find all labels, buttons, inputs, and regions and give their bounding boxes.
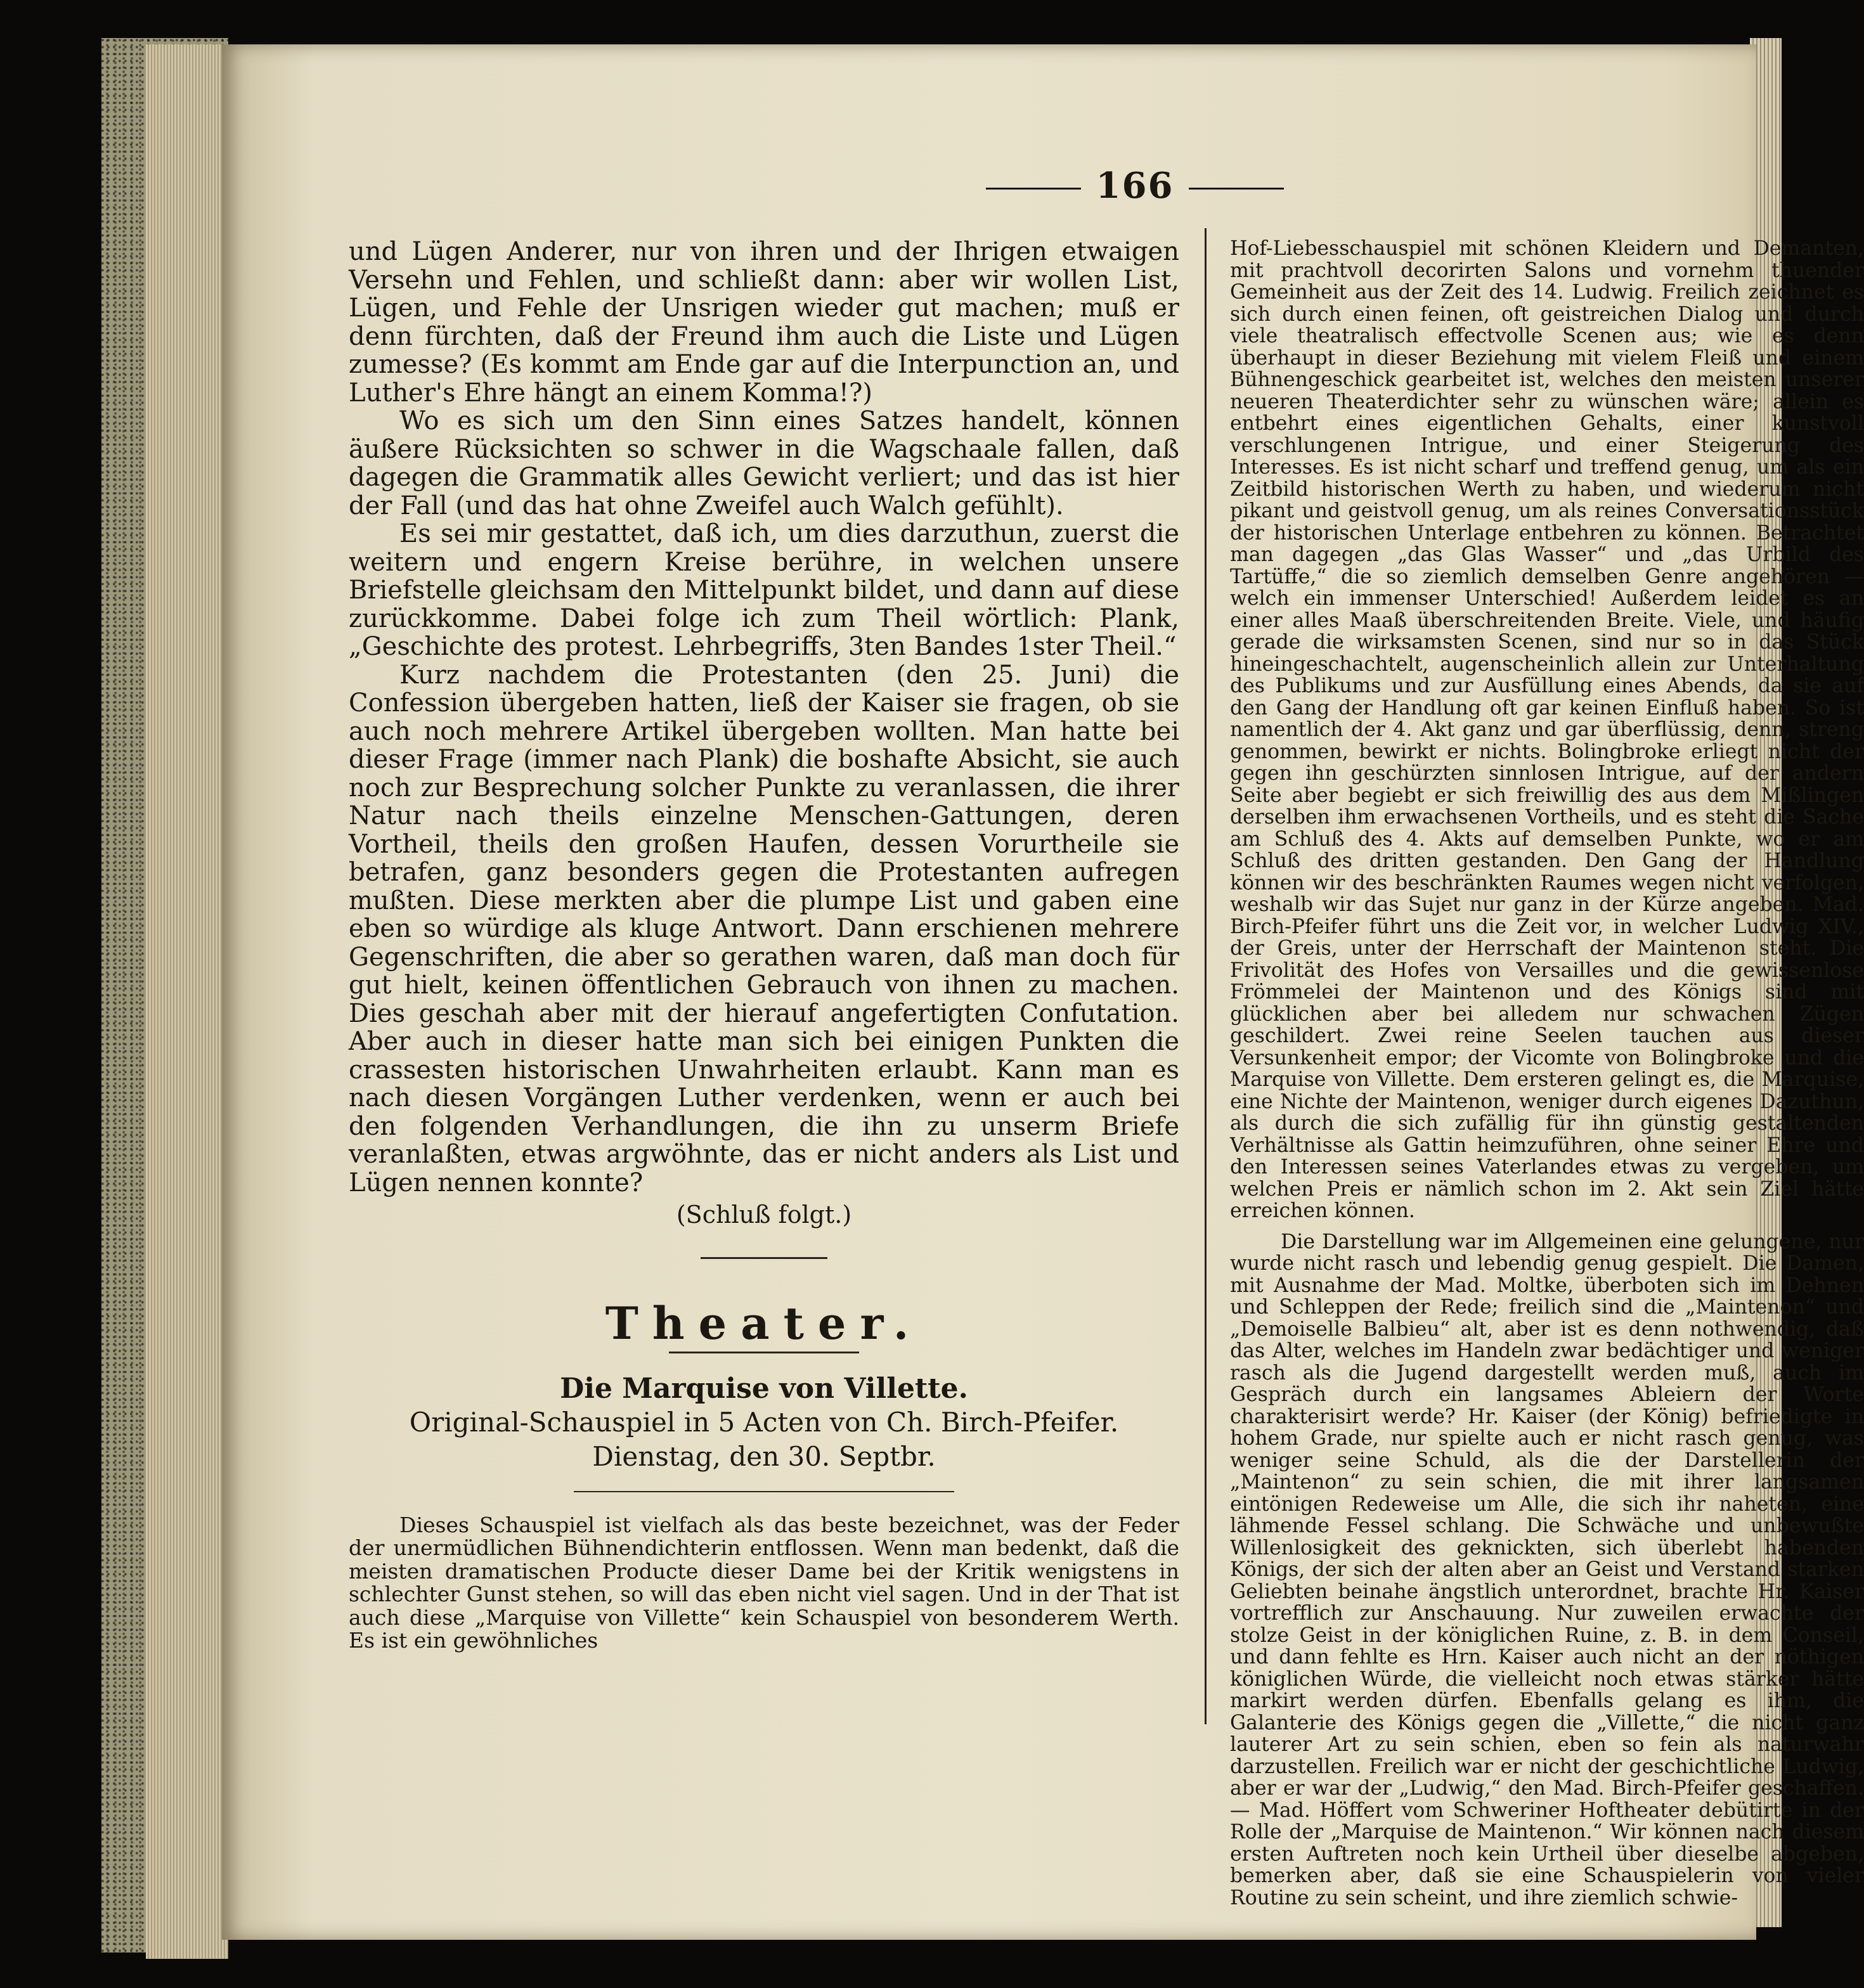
play-title: Die Marquise von Villette. [560,1372,968,1405]
left-paragraph-4: Kurz nachdem die Protestanten (den 25. Juni) die Confession übergeben hatten, ließ der Kaiser sie fragen, ob sie auch noch mehrere Artikel übergeben wollten. Man hatte bei dieser Frage (immer nach Plank) die boshafte Absicht, sie auch noch zur Besprechung solcher Punkte zu veranlassen, die ihrer Natur nach theils einzelne Menschen-Gattungen, deren Vortheil, theils den großen Haufen, dessen Vorurtheile sie betrafen, ganz besonders gegen die Protestanten aufregen mußten. Diese merkten aber die plumpe List und gaben eine eben so würdige als kluge Antwort. Dann erschienen mehrere Gegenschriften, die aber so gerathen waren, daß man doch für gut hielt, keinen öffentlichen Gebrauch von ihnen zu machen. Dies geschah aber mit der hierauf angefertigten Confutation. Aber auch in dieser hatte man sich bei einigen Punkten die crassesten historischen Unwahrheiten erlaubt. Kann man es nach diesen Vorgängen Luther verdenken, wenn er auch bei den folgenden Verhandlungen, die ihn zu unserm Briefe veranlaßten, etwas argwöhnte, das er nicht anders als List und Lügen nennen konnte? [349,660,1179,1197]
left-paragraph-3: Es sei mir gestattet, daß ich, um dies darzuthun, zuerst die weitern und engern Kreise berühre, in welchen unsere Briefstelle gleichsam den Mittelpunkt bildet, und dann auf diese zurückkomme. Dabei folge ich zum Theil wörtlich: Plank, „Geschichte des protest. Lehrbegriffs, 3ten Bandes 1ster Theil.“ [349,519,1179,661]
left-paragraph-2: Wo es sich um den Sinn eines Satzes handelt, können äußere Rücksichten so schwer in die Wagschaale fallen, daß dagegen die Grammatik alles Gewicht verliert; und das ist hier der Fall (und das hat ohne Zweifel auch Walch gefühlt). [349,406,1179,520]
date-rule [574,1491,954,1492]
review-paragraph: Dieses Schauspiel ist vielfach als das beste bezeichnet, was der Feder der unermüdlichen Bühnendichterin entflossen. Wenn man bedenkt, daß die meisten dramatischen Producte dieser Dame bei der Kritik wenigstens in schlechter Gunst stehen, so will das eben nicht viel sagen. Und in der That ist auch diese „Marquise von Villette“ kein Schauspiel von besonderem Werth. Es ist ein gewöhnliches [349,1512,1179,1653]
left-paragraph-1: und Lügen Anderer, nur von ihren und der Ihrigen etwaigen Versehn und Fehlen, und schließt dann: aber wir wollen List, Lügen, und Fehle der Unsrigen wieder gut machen; muß er denn fürchten, daß der Freund ihm auch die Liste und Lügen zumesse? (Es kommt am Ende gar auf die Interpunction an, und Luther's Ehre hängt an einem Komma!?) [349,237,1179,408]
left-column [349,238,1179,1653]
book-page [222,44,1864,1940]
right-column [1230,238,1864,1909]
section-separator [701,1257,827,1259]
title-rule [669,1352,859,1353]
right-paragraph-1: Hof-Liebesschauspiel mit schönen Kleidern und Demanten, mit prachtvoll decorirten Salons und vornehm thuender Gemeinheit aus der Zeit des 14. Ludwig. Freilich zeichnet es sich durch einen feinen, oft geistreichen Dialog und durch viele theatralisch effectvolle Scenen aus; wie es denn überhaupt in dieser Beziehung mit vielem Fleiß und einem Bühnengeschick gearbeitet ist, welches den meisten unserer neueren Theaterdichter sehr zu wünschen wäre; allein es entbehrt eines eigentlichen Gehalts, einer kunstvoll verschlungenen Intrigue, und einer Steigerung des Interesses. Es ist nicht scharf und treffend genug, um als ein Zeitbild historischen Werth zu haben, und wiederum nicht pikant und geistvoll genug, um als reines Conversationsstück der historischen Unterlage entbehren zu können. Betrachtet man dagegen „das Glas Wasser“ und „das Urbild des Tartüffe,“ die so ziemlich demselben Genre angehören — welch ein immenser Unterschied! Außerdem leidet es an einer alles Maaß überschreitenden Breite. Viele, und häufig gerade die wirksamsten Scenen, sind nur so in das Stück hineingeschachtelt, augenscheinlich allein zur Unterhaltung des Publikums und zur Ausfüllung eines Abends, da sie auf den Gang der Handlung oft gar keinen Einfluß haben. So ist namentlich der 4. Akt ganz und gar überflüssig, denn, streng genommen, bewirkt er nichts. Bolingbroke erliegt nicht der gegen ihn geschürzten sinnlosen Intrigue, auf der andern Seite aber begiebt er sich freiwillig des aus dem Mißlingen derselben ihm erwachsenen Vortheils, und es steht die Sache am Schluß des 4. Akts auf demselben Punkte, wo er am Schluß des dritten gestanden. Den Gang der Handlung können wir des beschränkten Raumes wegen nicht verfolgen, weshalb wir das Sujet nur ganz in der Kürze angeben. Mad. Birch-Pfeifer führt uns die Zeit vor, in welcher Ludwig XIV., der Greis, unter der Herrschaft der Maintenon steht. Die Frivolität des Hofes von Versailles und die gewissenlose Frömmelei der Maintenon und des Königs sind mit glücklichen aber bei alledem nur schwachen Zügen geschildert. Zwei reine Seelen tauchen aus dieser Versunkenheit empor; der Vicomte von Bolingbroke und die Marquise von Villette. Dem ersteren gelingt es, die Marquise, eine Nichte der Maintenon, weniger durch eigenes Dazuthun, als durch die sich zufällig für ihn günstig gestaltenden Verhältnisse als Gattin heimzuführen, ohne seiner Ehre und den Interessen seines Vaterlandes etwas zu vergeben, um welchen Preis er nämlich schon im 2. Akt sein Ziel hätte erreichen können. [1230,237,1864,1222]
review-start [349,1514,1179,1653]
continued-note: (Schluß folgt.) [676,1201,852,1229]
column-divider [1205,228,1207,1724]
right-paragraph-2: Die Darstellung war im Allgemeinen eine gelungene, nur wurde nicht rasch und lebendig genug gespielt. Die Damen, mit Ausnahme der Mad. Moltke, überboten sich im Dehnen und Schleppen der Rede; freilich sind die „Maintenon“ und „Demoiselle Balbieu“ alt, aber ist es denn nothwendig, daß das Alter, welches im Handeln zwar bedächtiger und weniger rasch als die Jugend dargestellt werden muß, auch im Gespräch durch ein langsames Ableiern der Worte charakterisirt werde? Hr. Kaiser (der König) befriedigte in hohem Grade, nur spielte auch er nicht rasch genug, was weniger seine Schuld, als die der Darstellerin der „Maintenon“ zu sein schien, die mit ihrer langsamen eintönigen Redeweise um Alle, die sich ihr naheten, eine lähmende Fessel schlang. Die Schwäche und unbewußte Willenlosigkeit des geknickten, sich überlebt habenden Königs, der sich der alten aber an Geist und Verstand starken Geliebten beinahe ängstlich unterordnet, brachte Hr. Kaiser vortrefflich zur Anschauung. Nur zuweilen erwachte der stolze Geist in der königlichen Ruine, z. B. in dem Conseil, und dann fehlte es Hrn. Kaiser auch nicht an der nöthigen königlichen Würde, die vielleicht noch etwas stärker hätte markirt werden dürfen. Ebenfalls gelang es ihm, die Galanterie des Königs gegen die „Villette,“ die nicht ganz lauterer Art zu sein schien, eben so fein als naturwahr darzustellen. Freilich war er nicht der geschichtliche Ludwig, aber er war der „Ludwig,“ den Mad. Birch-Pfeifer geschaffen. — Mad. Höffert vom Schweriner Hoftheater debütirte in der Rolle der „Marquise de Maintenon.“ Wir können nach diesem ersten Auftreten noch kein Urtheil über dieselbe abgeben, bemerken aber, daß sie eine Schauspielerin von vieler Routine zu sein scheint, und ihre ziemlich schwie- [1230,1230,1864,1909]
play-date: Dienstag, den 30. Septbr. [592,1440,936,1472]
play-subtitle: Original-Schauspiel in 5 Acten von Ch. Birch-Pfeifer. [409,1406,1119,1438]
header-rule-left [986,188,1081,190]
page-stack-left [146,44,228,1959]
section-title: Theater. [605,1296,923,1350]
page-number: 166 [1096,165,1174,207]
paragraph-gap [1230,1222,1864,1231]
header-rule-right [1189,188,1284,190]
page-number-header [938,165,1331,207]
